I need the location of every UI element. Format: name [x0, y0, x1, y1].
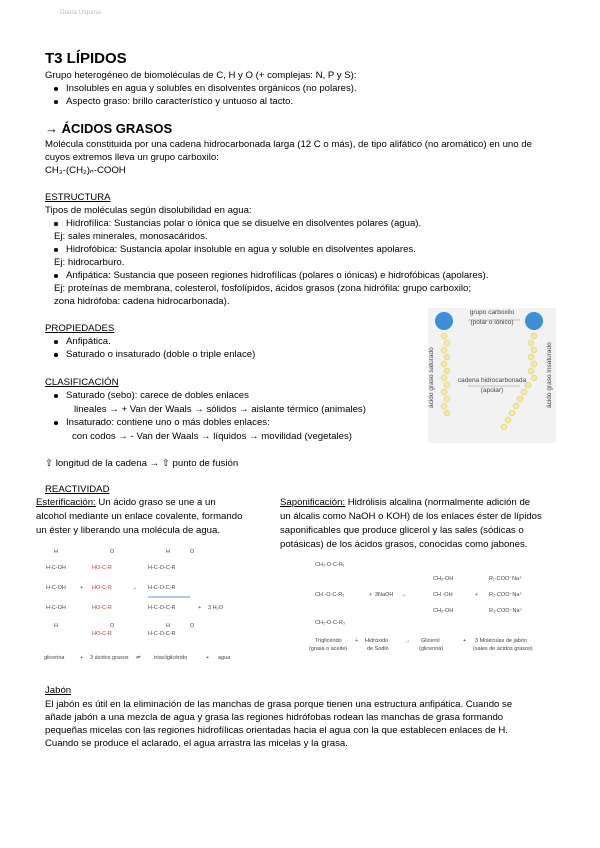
- plus-sign: +: [355, 638, 359, 644]
- jabon-line-4: Cuando se produce el aclarado, el agua arrastra las micelas y la grasa.: [45, 738, 348, 749]
- estructura-e3b: zona hidrófoba: cadena hidrocarbonada).: [54, 296, 230, 307]
- label-jabon-sal-sub: (sales de ácidos grasos): [473, 646, 533, 652]
- label-tri: triacilglicérido: [154, 655, 188, 661]
- svg-text:H: H: [166, 623, 170, 629]
- svg-text:+: +: [475, 592, 479, 598]
- label-trigliceride-sub: (grasa o aceite): [309, 646, 348, 652]
- label-glicerina: glicerina: [44, 655, 65, 661]
- esterificacion-label: Esterificación:: [36, 497, 96, 508]
- bullet-icon: [54, 248, 58, 252]
- svg-text:HO-C-R: HO-C-R: [92, 605, 112, 611]
- svg-text:R₁-COO⁻Na⁺: R₁-COO⁻Na⁺: [489, 576, 523, 582]
- jabon-title: Jabón: [45, 685, 72, 696]
- svg-text:O: O: [190, 549, 195, 555]
- estructura-e3a: Ej: proteínas de membrana, colesterol, fosfolípidos, ácidos grasos (zona hidrófila: grupo carboxilo;: [54, 283, 472, 294]
- intro-bullet-2: Aspecto graso: brillo característico y untuoso al tacto.: [66, 96, 294, 107]
- svg-text:CH₂-OH: CH₂-OH: [433, 608, 454, 614]
- carboxyl-head-left: [435, 312, 453, 330]
- svg-text:+: +: [369, 592, 373, 598]
- sapon-structures: [315, 562, 523, 626]
- svg-text:H-C-OH: H-C-OH: [46, 565, 66, 571]
- clasificacion-b2: Insaturado: contiene uno o más dobles enlaces:: [66, 417, 270, 428]
- svg-text:HO-C-R: HO-C-R: [92, 565, 112, 571]
- reactividad-title: REACTIVIDAD: [45, 484, 110, 495]
- svg-text:H: H: [166, 549, 170, 555]
- acidos-def-2: cuyos extremos lleva un grupo carboxilo:: [45, 152, 219, 163]
- label-h2o: 3 H₂O: [208, 605, 223, 611]
- svg-text:H: H: [54, 549, 58, 555]
- saponificacion-label: Saponificación:: [280, 497, 346, 508]
- label-saturated: ácido graso saturado: [428, 347, 435, 408]
- estructura-e1: Ej: sales minerales, monosacáridos.: [54, 231, 208, 242]
- label-chain-sub: (apolar): [480, 387, 504, 394]
- propiedades-b2: Saturado o insaturado (doble o triple enlace): [66, 349, 256, 360]
- svg-text:H-C-O-C-R: H-C-O-C-R: [148, 631, 176, 637]
- bullet-icon: [54, 87, 58, 91]
- acidos-formula: CH₃-(CH₂)ₙ-COOH: [45, 165, 126, 176]
- estructura-intro: Tipos de moléculas según disolubilidad en agua:: [45, 205, 252, 216]
- svg-text:H-C-O-C-R: H-C-O-C-R: [148, 585, 176, 591]
- bullet-icon: [54, 353, 58, 357]
- estructura-title: ESTRUCTURA: [45, 192, 111, 203]
- clasificacion-title: CLASIFICACIÓN: [45, 377, 119, 388]
- bullet-icon: [54, 222, 58, 226]
- label-acidos: 3 ácidos grasos: [90, 655, 129, 661]
- acidos-def-1: Molécula constituida por una cadena hidrocarbonada larga (12 C o más), de tipo alifático (no aromático) en uno de: [45, 139, 532, 150]
- jabon-line-1: El jabón es útil en la eliminación de las manchas de grasa porque tienen una estructura anfipática. Cuando se: [45, 699, 513, 710]
- page-title: T3 LÍPIDOS: [45, 50, 127, 67]
- label-agua: agua: [218, 655, 231, 661]
- svg-text:+: +: [80, 585, 84, 591]
- clasificacion-note: ⇧ longitud de la cadena → ⇧ punto de fusión: [45, 458, 239, 469]
- saponificacion-line-1: [280, 497, 530, 509]
- propiedades-title: PROPIEDADES: [45, 323, 115, 334]
- label-naoh: 3NaOH: [375, 592, 394, 598]
- intro-text: Grupo heterogéneo de biomoléculas de C, H y O (+ complejas: N, P y S):: [45, 70, 357, 81]
- bullet-icon: [54, 340, 58, 344]
- arrow-icon: →: [405, 638, 411, 644]
- estructura-b1: Hidrofílica: Sustancias polar o iónica que se disuelve en disolventes polares (agua).: [66, 218, 422, 229]
- reaction-structures: [46, 549, 201, 637]
- svg-text:O: O: [110, 549, 115, 555]
- svg-text:R₃-COO⁻Na⁺: R₃-COO⁻Na⁺: [489, 608, 523, 614]
- esterificacion-line-3: un éster y liberando una molécula de agua.: [36, 525, 221, 536]
- clasificacion-b1b: lineales → + Van der Waals → sólidos → aislante térmico (animales): [74, 404, 366, 415]
- label-jabon-sal: 3 Moléculas de jabón: [475, 638, 527, 644]
- svg-text:HO-C-R: HO-C-R: [92, 631, 112, 637]
- svg-text:H: H: [54, 623, 58, 629]
- estructura-e2: Ej: hidrocarburo.: [54, 257, 125, 268]
- arrow-icon: ⇌: [136, 655, 141, 661]
- svg-text:→: →: [132, 585, 138, 591]
- bullet-icon: [54, 100, 58, 104]
- label-trigliceride: Triglicérido: [315, 638, 342, 644]
- svg-text:O: O: [110, 623, 115, 629]
- saponificacion-text: Hidrólisis alcalina (normalmente adición de: [345, 497, 531, 508]
- svg-text:CH -O-C-R₂: CH -O-C-R₂: [315, 592, 345, 598]
- svg-text:O: O: [190, 623, 195, 629]
- label-carboxyl: grupo carboxilo: [469, 309, 515, 316]
- jabon-line-3: pequeñas micelas con las regiones hidrofílicas orientadas hacia el agua con la que establecen enlaces de H.: [45, 725, 508, 736]
- bullet-icon: [54, 421, 58, 425]
- section-heading-acidos: → ÁCIDOS GRASOS: [45, 121, 173, 136]
- label-glicerol-sub: (glicerina): [419, 646, 444, 652]
- clasificacion-b1: Saturado (sebo): carece de dobles enlaces: [66, 390, 249, 401]
- watermark: Diana Ulquina: [60, 9, 101, 16]
- svg-text:H-C-OH: H-C-OH: [46, 585, 66, 591]
- esterificacion-text: Un ácido graso se une a un: [95, 497, 216, 508]
- label-chain: cadena hidrocarbonada: [457, 377, 527, 384]
- plus-sign: +: [206, 655, 210, 661]
- label-unsaturated: ácido graso insaturado: [546, 342, 553, 408]
- estructura-b3: Anfipática: Sustancia que poseen regiones hidrofílicas (polares o iónicas) e hidrofóbicas (apolares).: [66, 270, 489, 281]
- svg-text:R₂-COO⁻Na⁺: R₂-COO⁻Na⁺: [489, 592, 523, 598]
- esterification-figure: [40, 543, 260, 666]
- svg-text:H-C-OH: H-C-OH: [46, 605, 66, 611]
- plus-sign: +: [463, 638, 467, 644]
- svg-text:CH₂-O-C-R₁: CH₂-O-C-R₁: [315, 562, 345, 568]
- intro-bullet-1: Insolubles en agua y solubles en disolventes orgánicos (no polares).: [66, 83, 357, 94]
- propiedades-b1: Anfipática.: [66, 336, 111, 347]
- svg-text:CH₂-O-C-R₃: CH₂-O-C-R₃: [315, 620, 346, 626]
- svg-text:H-C-O-C-R: H-C-O-C-R: [148, 565, 176, 571]
- label-carboxyl-sub: (polar o iónico): [470, 319, 514, 326]
- esterificacion-line-1: [36, 497, 216, 509]
- saponificacion-line-4: potásicas) de los ácidos grasos, conocidas como jabones.: [280, 539, 528, 550]
- saponificacion-line-2: un álcalis como NaOH o KOH) de los enlaces éster de lípidos: [280, 511, 542, 522]
- svg-text:HO-C-R: HO-C-R: [92, 585, 112, 591]
- saponification-figure: [305, 556, 555, 653]
- saponificacion-line-3: saponificables que produce glicerol y las sales (sódicas o: [280, 525, 524, 536]
- fatty-acid-figure: [428, 308, 556, 443]
- esterificacion-line-2: alcohol mediante un enlace covalente, formando: [36, 511, 243, 522]
- svg-text:CH -OH: CH -OH: [433, 592, 453, 598]
- bullet-icon: [54, 394, 58, 398]
- clasificacion-b2b: con codos → - Van der Waals → líquidos → movilidad (vegetales): [72, 431, 352, 442]
- svg-text:+: +: [198, 605, 202, 611]
- svg-text:H-C-O-C-R: H-C-O-C-R: [148, 605, 176, 611]
- label-hidroxido-sub: de Sodio: [367, 646, 389, 652]
- label-hidroxido: Hidróxido: [365, 638, 389, 644]
- carboxyl-head-right: [525, 312, 543, 330]
- estructura-b2: Hidrofóbica: Sustancia apolar insoluble en agua y soluble en disolventes apolares.: [66, 244, 416, 255]
- svg-text:CH₂-OH: CH₂-OH: [433, 576, 454, 582]
- label-glicerol: Glicerol: [421, 638, 440, 644]
- svg-text:→: →: [401, 592, 407, 598]
- plus-sign: +: [80, 655, 84, 661]
- jabon-line-2: añade jabón a una mezcla de agua y grasa las regiones hidrófobas rodean las manchas de grasa formando: [45, 712, 504, 723]
- bullet-icon: [54, 274, 58, 278]
